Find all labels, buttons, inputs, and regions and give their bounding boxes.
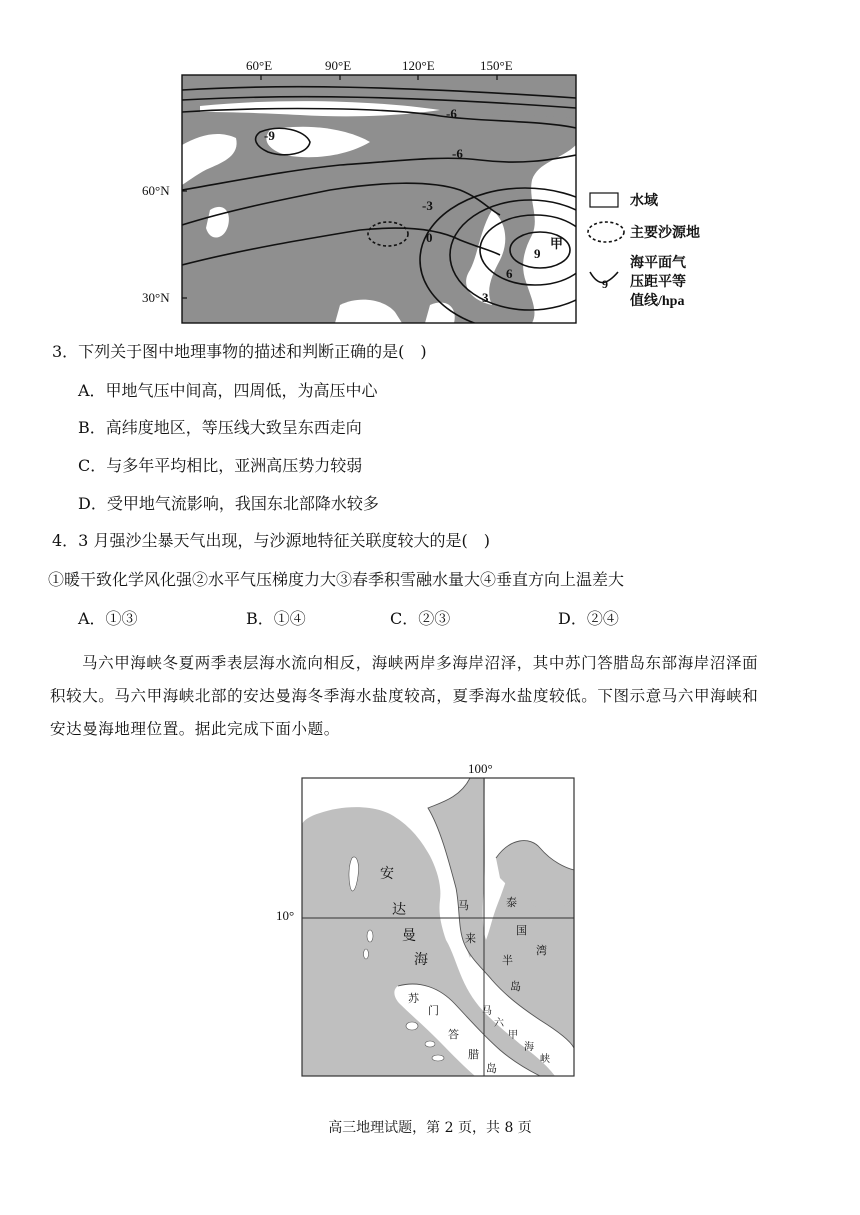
peninsula-char-3: 半 bbox=[502, 955, 513, 967]
legend-water-label: 水域 bbox=[630, 194, 658, 209]
isobar-label-minus9: -9 bbox=[264, 128, 275, 143]
peninsula-char-4: 岛 bbox=[510, 981, 521, 993]
isobar-label-minus6b: -6 bbox=[452, 146, 463, 161]
isobar-label-minus6a: -6 bbox=[446, 106, 457, 121]
legend-isobar-line2: 压距平等 bbox=[630, 275, 686, 290]
peninsula-char-2: 来 bbox=[465, 933, 476, 945]
sumatra-char-2: 门 bbox=[428, 1005, 439, 1017]
strait-char-2: 六 bbox=[494, 1018, 504, 1029]
gulf-char-1: 泰 bbox=[506, 897, 517, 909]
lat-label-30n: 30°N bbox=[142, 290, 170, 305]
q3-option-c: C．与多年平均相比，亚洲高压势力较弱 bbox=[78, 456, 363, 475]
sumatra-char-5: 岛 bbox=[486, 1063, 497, 1075]
isobar-label-3: 3 bbox=[482, 290, 489, 305]
point-jia-label: 甲 bbox=[550, 236, 564, 251]
legend-water-swatch bbox=[590, 193, 618, 207]
isobar-label-minus3: -3 bbox=[422, 198, 433, 213]
peninsula-char-1: 马 bbox=[458, 900, 469, 912]
q3-option-b: B．高纬度地区，等压线大致呈东西走向 bbox=[78, 418, 362, 437]
q4-option-a: A．①③ bbox=[78, 609, 138, 628]
q4-stem: 4．3 月强沙尘暴天气出现，与沙源地特征关联度较大的是( ) bbox=[52, 531, 490, 550]
page-footer: 高三地理试题，第 2 页，共 8 页 bbox=[328, 1120, 532, 1136]
passage-line-2: 积较大。马六甲海峡北部的安达曼海冬季海水盐度较高，夏季海水盐度较低。下图示意马六甲海峡和 bbox=[50, 687, 759, 705]
strait-char-1: 马 bbox=[482, 1006, 492, 1017]
q3-option-d: D．受甲地气流影响，我国东北部降水较多 bbox=[78, 494, 379, 513]
q4-option-b: B．①④ bbox=[246, 609, 306, 628]
q3-stem: 3．下列关于图中地理事物的描述和判断正确的是( ) bbox=[52, 342, 427, 361]
andaman-char-4: 海 bbox=[414, 953, 428, 968]
gulf-char-2: 国 bbox=[516, 925, 527, 937]
lon-label-90e: 90°E bbox=[325, 58, 352, 73]
gulf-char-3: 湾 bbox=[536, 945, 547, 957]
legend-sand-source-swatch bbox=[588, 222, 624, 242]
malacca-strait-map bbox=[270, 758, 590, 1080]
strait-char-5: 峡 bbox=[540, 1054, 550, 1065]
legend-isobar-sample: 9 bbox=[602, 277, 608, 291]
q3-option-a: A．甲地气压中间高，四周低，为高压中心 bbox=[78, 381, 378, 400]
legend-isobar-line1: 海平面气 bbox=[630, 256, 686, 271]
sumatra-char-4: 腊 bbox=[468, 1049, 479, 1061]
strait-char-3: 甲 bbox=[508, 1030, 518, 1041]
lon-label-60e: 60°E bbox=[246, 58, 273, 73]
sumatra-char-1: 苏 bbox=[408, 993, 419, 1005]
passage-line-1: 马六甲海峡冬夏两季表层海水流向相反，海峡两岸多海岸沼泽，其中苏门答腊岛东部海岸沼泽面 bbox=[82, 654, 759, 672]
isobar-label-6: 6 bbox=[506, 266, 513, 281]
q4-option-d: D．②④ bbox=[558, 609, 619, 628]
lon-label-120e: 120°E bbox=[402, 58, 435, 73]
legend-sand-source-label: 主要沙源地 bbox=[630, 226, 700, 241]
map2-lat-label: 10° bbox=[276, 908, 295, 923]
sumatra-char-3: 答 bbox=[448, 1029, 459, 1041]
andaman-char-3: 曼 bbox=[402, 929, 416, 944]
andaman-char-2: 达 bbox=[392, 903, 406, 918]
q4-option-c: C．②③ bbox=[390, 609, 451, 628]
q4-items: ①暖干致化学风化强②水平气压梯度力大③春季积雪融水量大④垂直方向上温差大 bbox=[48, 570, 625, 589]
andaman-char-1: 安 bbox=[380, 867, 394, 882]
pressure-anomaly-map bbox=[140, 50, 740, 328]
lat-label-60n: 60°N bbox=[142, 183, 170, 198]
legend-isobar-line3: 值线/hpa bbox=[630, 294, 685, 309]
strait-char-4: 海 bbox=[524, 1042, 534, 1053]
isobar-label-9: 9 bbox=[534, 246, 541, 261]
passage-line-3: 安达曼海地理位置。据此完成下面小题。 bbox=[50, 720, 340, 738]
map2-lon-label: 100° bbox=[468, 761, 493, 776]
lon-label-150e: 150°E bbox=[480, 58, 513, 73]
isobar-label-0: 0 bbox=[426, 230, 433, 245]
